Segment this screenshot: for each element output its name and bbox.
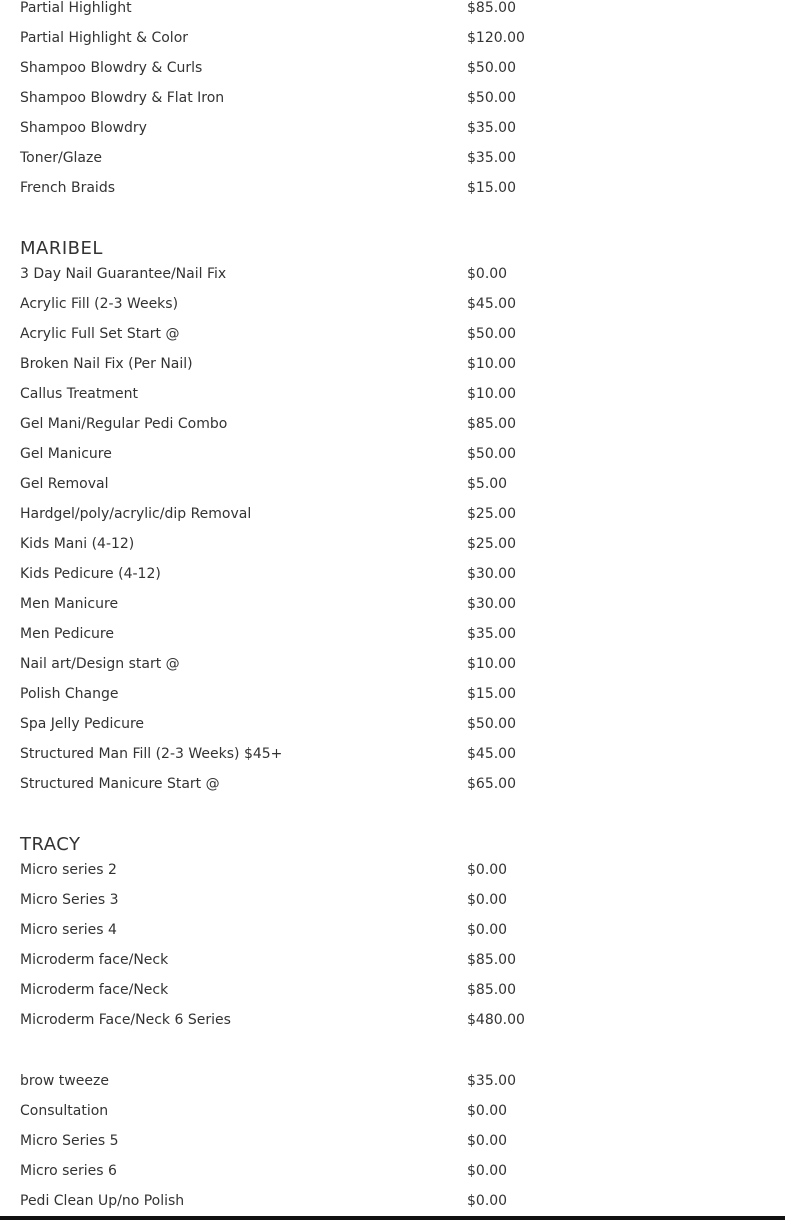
list-item: [20, 774, 785, 804]
service-name: Shampoo Blowdry & Curls: [20, 60, 203, 76]
service-name: Kids Mani (4-12): [20, 536, 135, 552]
service-price: $50.00: [467, 446, 516, 462]
service-name: Toner/Glaze: [20, 150, 102, 166]
list-item: [20, 28, 785, 58]
service-name: Structured Man Fill (2-3 Weeks) $45+: [20, 746, 283, 762]
service-name: Kids Pedicure (4-12): [20, 566, 161, 582]
service-price: $50.00: [467, 326, 516, 342]
list-item: [20, 1010, 785, 1040]
service-price: $15.00: [467, 180, 516, 196]
service-price: $45.00: [467, 296, 516, 312]
service-name: Consultation: [20, 1103, 109, 1119]
service-name: Polish Change: [20, 686, 119, 702]
service-name: Shampoo Blowdry: [20, 120, 147, 136]
service-name: Gel Manicure: [20, 446, 112, 462]
service-name: Broken Nail Fix (Per Nail): [20, 356, 193, 372]
list-item: [20, 1161, 785, 1191]
service-price: $50.00: [467, 90, 516, 106]
service-name: Hardgel/poly/acrylic/dip Removal: [20, 506, 252, 522]
service-name: French Braids: [20, 180, 115, 196]
service-price: $120.00: [467, 30, 525, 46]
service-price: $0.00: [467, 1133, 508, 1149]
service-price: $45.00: [467, 746, 516, 762]
service-price: $85.00: [467, 0, 516, 16]
service-price: $30.00: [467, 566, 516, 582]
service-name: Micro series 6: [20, 1163, 117, 1179]
service-name: Spa Jelly Pedicure: [20, 716, 145, 732]
list-item: [20, 624, 785, 654]
list-item: [20, 594, 785, 624]
list-item: [20, 354, 785, 384]
service-name: Gel Removal: [20, 476, 109, 492]
service-price: $35.00: [467, 150, 516, 166]
list-item: [20, 654, 785, 684]
service-price: $480.00: [467, 1012, 525, 1028]
list-item: [20, 324, 785, 354]
service-price: $35.00: [467, 120, 516, 136]
list-item: [20, 414, 785, 444]
service-name: Nail art/Design start @: [20, 656, 180, 672]
list-item: [20, 744, 785, 774]
service-name: Micro Series 3: [20, 892, 119, 908]
list-item: [20, 118, 785, 148]
service-name: Partial Highlight & Color: [20, 30, 189, 46]
list-item: [20, 384, 785, 414]
service-price: $85.00: [467, 982, 516, 998]
service-price: $50.00: [467, 60, 516, 76]
section-heading: TRACY: [20, 834, 81, 855]
service-price: $0.00: [467, 892, 508, 908]
list-item: [20, 264, 785, 294]
list-item: [20, 444, 785, 474]
list-item: [20, 920, 785, 950]
list-item: [20, 860, 785, 890]
service-price: $0.00: [467, 1103, 508, 1119]
list-item: [20, 504, 785, 534]
list-item: [20, 88, 785, 118]
list-item: [20, 714, 785, 744]
service-price: $10.00: [467, 386, 516, 402]
service-name: brow tweeze: [20, 1073, 109, 1089]
list-item: [20, 890, 785, 920]
service-name: Shampoo Blowdry & Flat Iron: [20, 90, 225, 106]
service-price: $0.00: [467, 1163, 508, 1179]
list-item: [20, 58, 785, 88]
list-item: [20, 1101, 785, 1131]
service-name: Pedi Clean Up/no Polish: [20, 1193, 185, 1209]
service-price: $10.00: [467, 656, 516, 672]
service-price: $30.00: [467, 596, 516, 612]
list-item: [20, 564, 785, 594]
service-name: Microderm Face/Neck 6 Series: [20, 1012, 231, 1028]
list-item: [20, 474, 785, 504]
section-heading: MARIBEL: [20, 238, 103, 259]
service-name: Men Pedicure: [20, 626, 114, 642]
bottom-edge-bar: [0, 1216, 785, 1220]
service-price: $25.00: [467, 536, 516, 552]
service-price: $0.00: [467, 1193, 508, 1209]
service-price: $0.00: [467, 862, 508, 878]
service-price: $35.00: [467, 1073, 516, 1089]
service-name: Gel Mani/Regular Pedi Combo: [20, 416, 228, 432]
service-name: Callus Treatment: [20, 386, 138, 402]
service-price: $25.00: [467, 506, 516, 522]
service-name: 3 Day Nail Guarantee/Nail Fix: [20, 266, 227, 282]
service-price: $85.00: [467, 952, 516, 968]
service-price: $35.00: [467, 626, 516, 642]
service-name: Acrylic Full Set Start @: [20, 326, 180, 342]
service-name: Microderm face/Neck: [20, 952, 169, 968]
service-name: Microderm face/Neck: [20, 982, 169, 998]
service-price: $15.00: [467, 686, 516, 702]
service-name: Micro Series 5: [20, 1133, 119, 1149]
service-price: $5.00: [467, 476, 508, 492]
list-item: [20, 1131, 785, 1161]
list-item: [20, 980, 785, 1010]
list-item: [20, 178, 785, 208]
service-price: $10.00: [467, 356, 516, 372]
service-price: $0.00: [467, 922, 508, 938]
list-item: [20, 294, 785, 324]
service-name: Men Manicure: [20, 596, 119, 612]
list-item: [20, 534, 785, 564]
list-item: [20, 684, 785, 714]
service-price: $65.00: [467, 776, 516, 792]
list-item: [20, 148, 785, 178]
service-price: $85.00: [467, 416, 516, 432]
service-name: Micro series 4: [20, 922, 117, 938]
service-price: $0.00: [467, 266, 508, 282]
list-item: [20, 1071, 785, 1101]
service-name: Partial Highlight: [20, 0, 132, 16]
service-name: Structured Manicure Start @: [20, 776, 220, 792]
list-item: [20, 0, 785, 28]
service-price: $50.00: [467, 716, 516, 732]
list-item: [20, 950, 785, 980]
service-name: Acrylic Fill (2-3 Weeks): [20, 296, 179, 312]
service-name: Micro series 2: [20, 862, 117, 878]
